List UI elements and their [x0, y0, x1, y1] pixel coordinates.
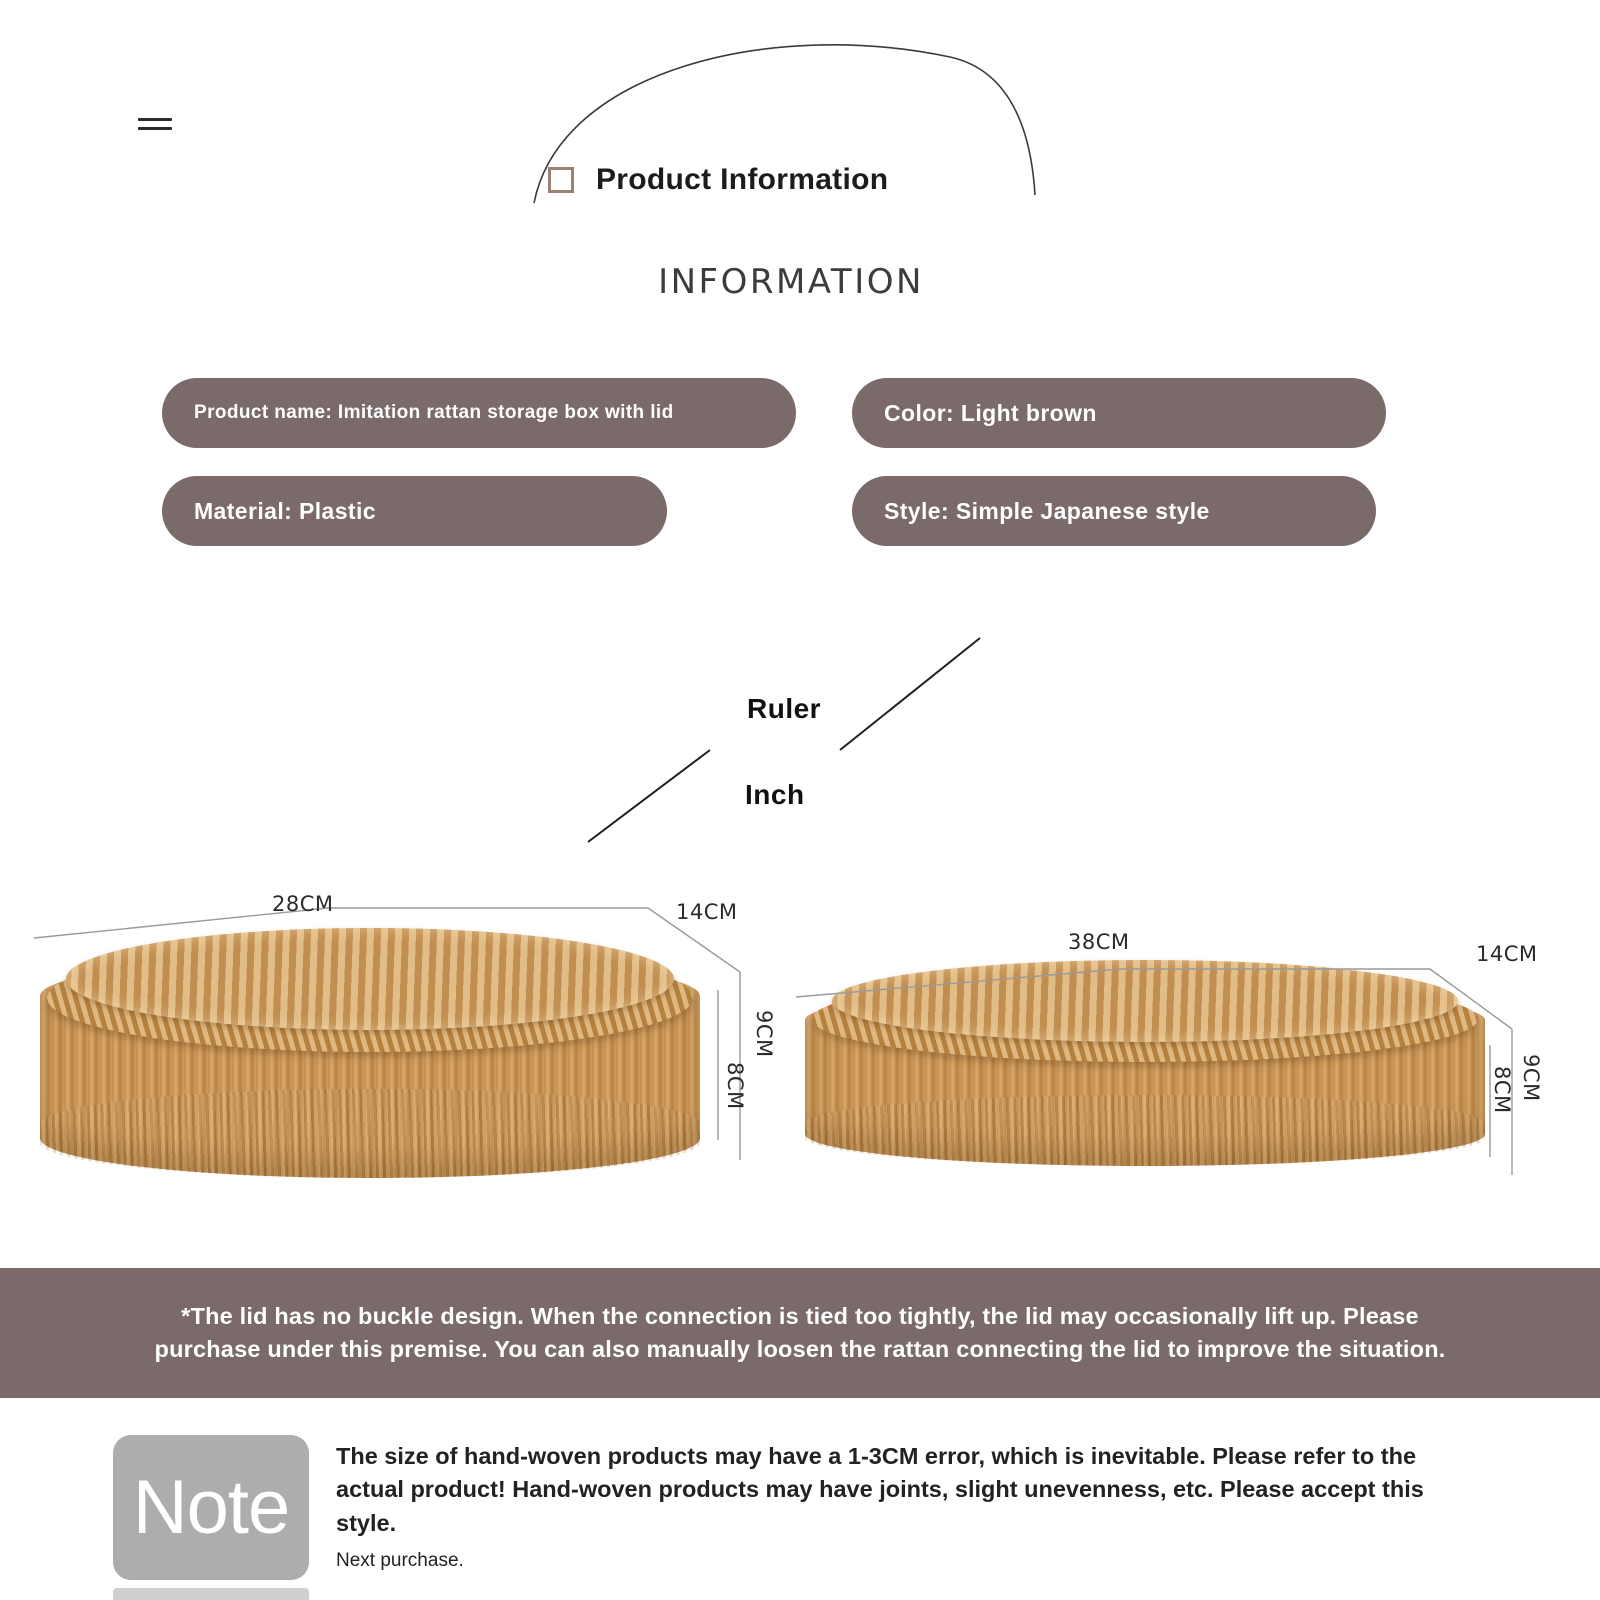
small-basket-inner-height-label: 8CM [723, 1062, 747, 1110]
hamburger-line [138, 118, 172, 121]
note-text: The size of hand-woven products may have a 1-3CM error, which is inevitable. Please refer to the actual product! Hand-woven products may have joints, slight unevenness, etc. Please accept this style. [336, 1443, 1424, 1536]
info-row [162, 476, 1422, 546]
info-pill-product-name: Product name: Imitation rattan storage box with lid [162, 378, 796, 448]
info-row [162, 378, 1422, 448]
info-pill-color: Color: Light brown [852, 378, 1386, 448]
large-basket-length-label: 38CM [1068, 930, 1130, 954]
large-basket-dimension-lines [790, 925, 1550, 1215]
info-pill-material: Material: Plastic [162, 476, 667, 546]
note-badge-label: Note [132, 1465, 290, 1550]
small-basket-dimension-lines [28, 890, 758, 1180]
next-purchase-label: Next purchase. [336, 1550, 464, 1571]
ruler-label: Ruler [747, 693, 822, 724]
product-information-list [162, 378, 1422, 574]
large-basket-outer-height-label: 9CM [1519, 1054, 1543, 1102]
small-basket-outer-height-label: 9CM [752, 1010, 776, 1058]
square-outline-icon [548, 167, 574, 193]
inch-label: Inch [745, 779, 805, 810]
bottom-panel-sliver [113, 1588, 309, 1600]
lid-warning-banner: *The lid has no buckle design. When the connection is tied too tightly, the lid may occasionally lift up. Please purchase under this premise. You can also manually loosen the rattan connecting the lid to improve the situation. [0, 1268, 1600, 1398]
small-basket-length-label: 28CM [272, 892, 334, 916]
small-basket-width-label: 14CM [676, 900, 738, 924]
hamburger-line [138, 127, 172, 130]
hamburger-menu-icon[interactable] [138, 118, 172, 140]
info-pill-style: Style: Simple Japanese style [852, 476, 1376, 546]
section-subtitle: INFORMATION [658, 262, 924, 302]
ruler-leader-lines [560, 630, 1020, 860]
large-basket-inner-height-label: 8CM [1490, 1066, 1514, 1114]
page-title: Product Information [596, 163, 889, 196]
large-basket-width-label: 14CM [1476, 942, 1538, 966]
page-title-row [548, 163, 888, 197]
note-badge [113, 1435, 309, 1580]
product-dimension-diagrams [0, 880, 1600, 1240]
